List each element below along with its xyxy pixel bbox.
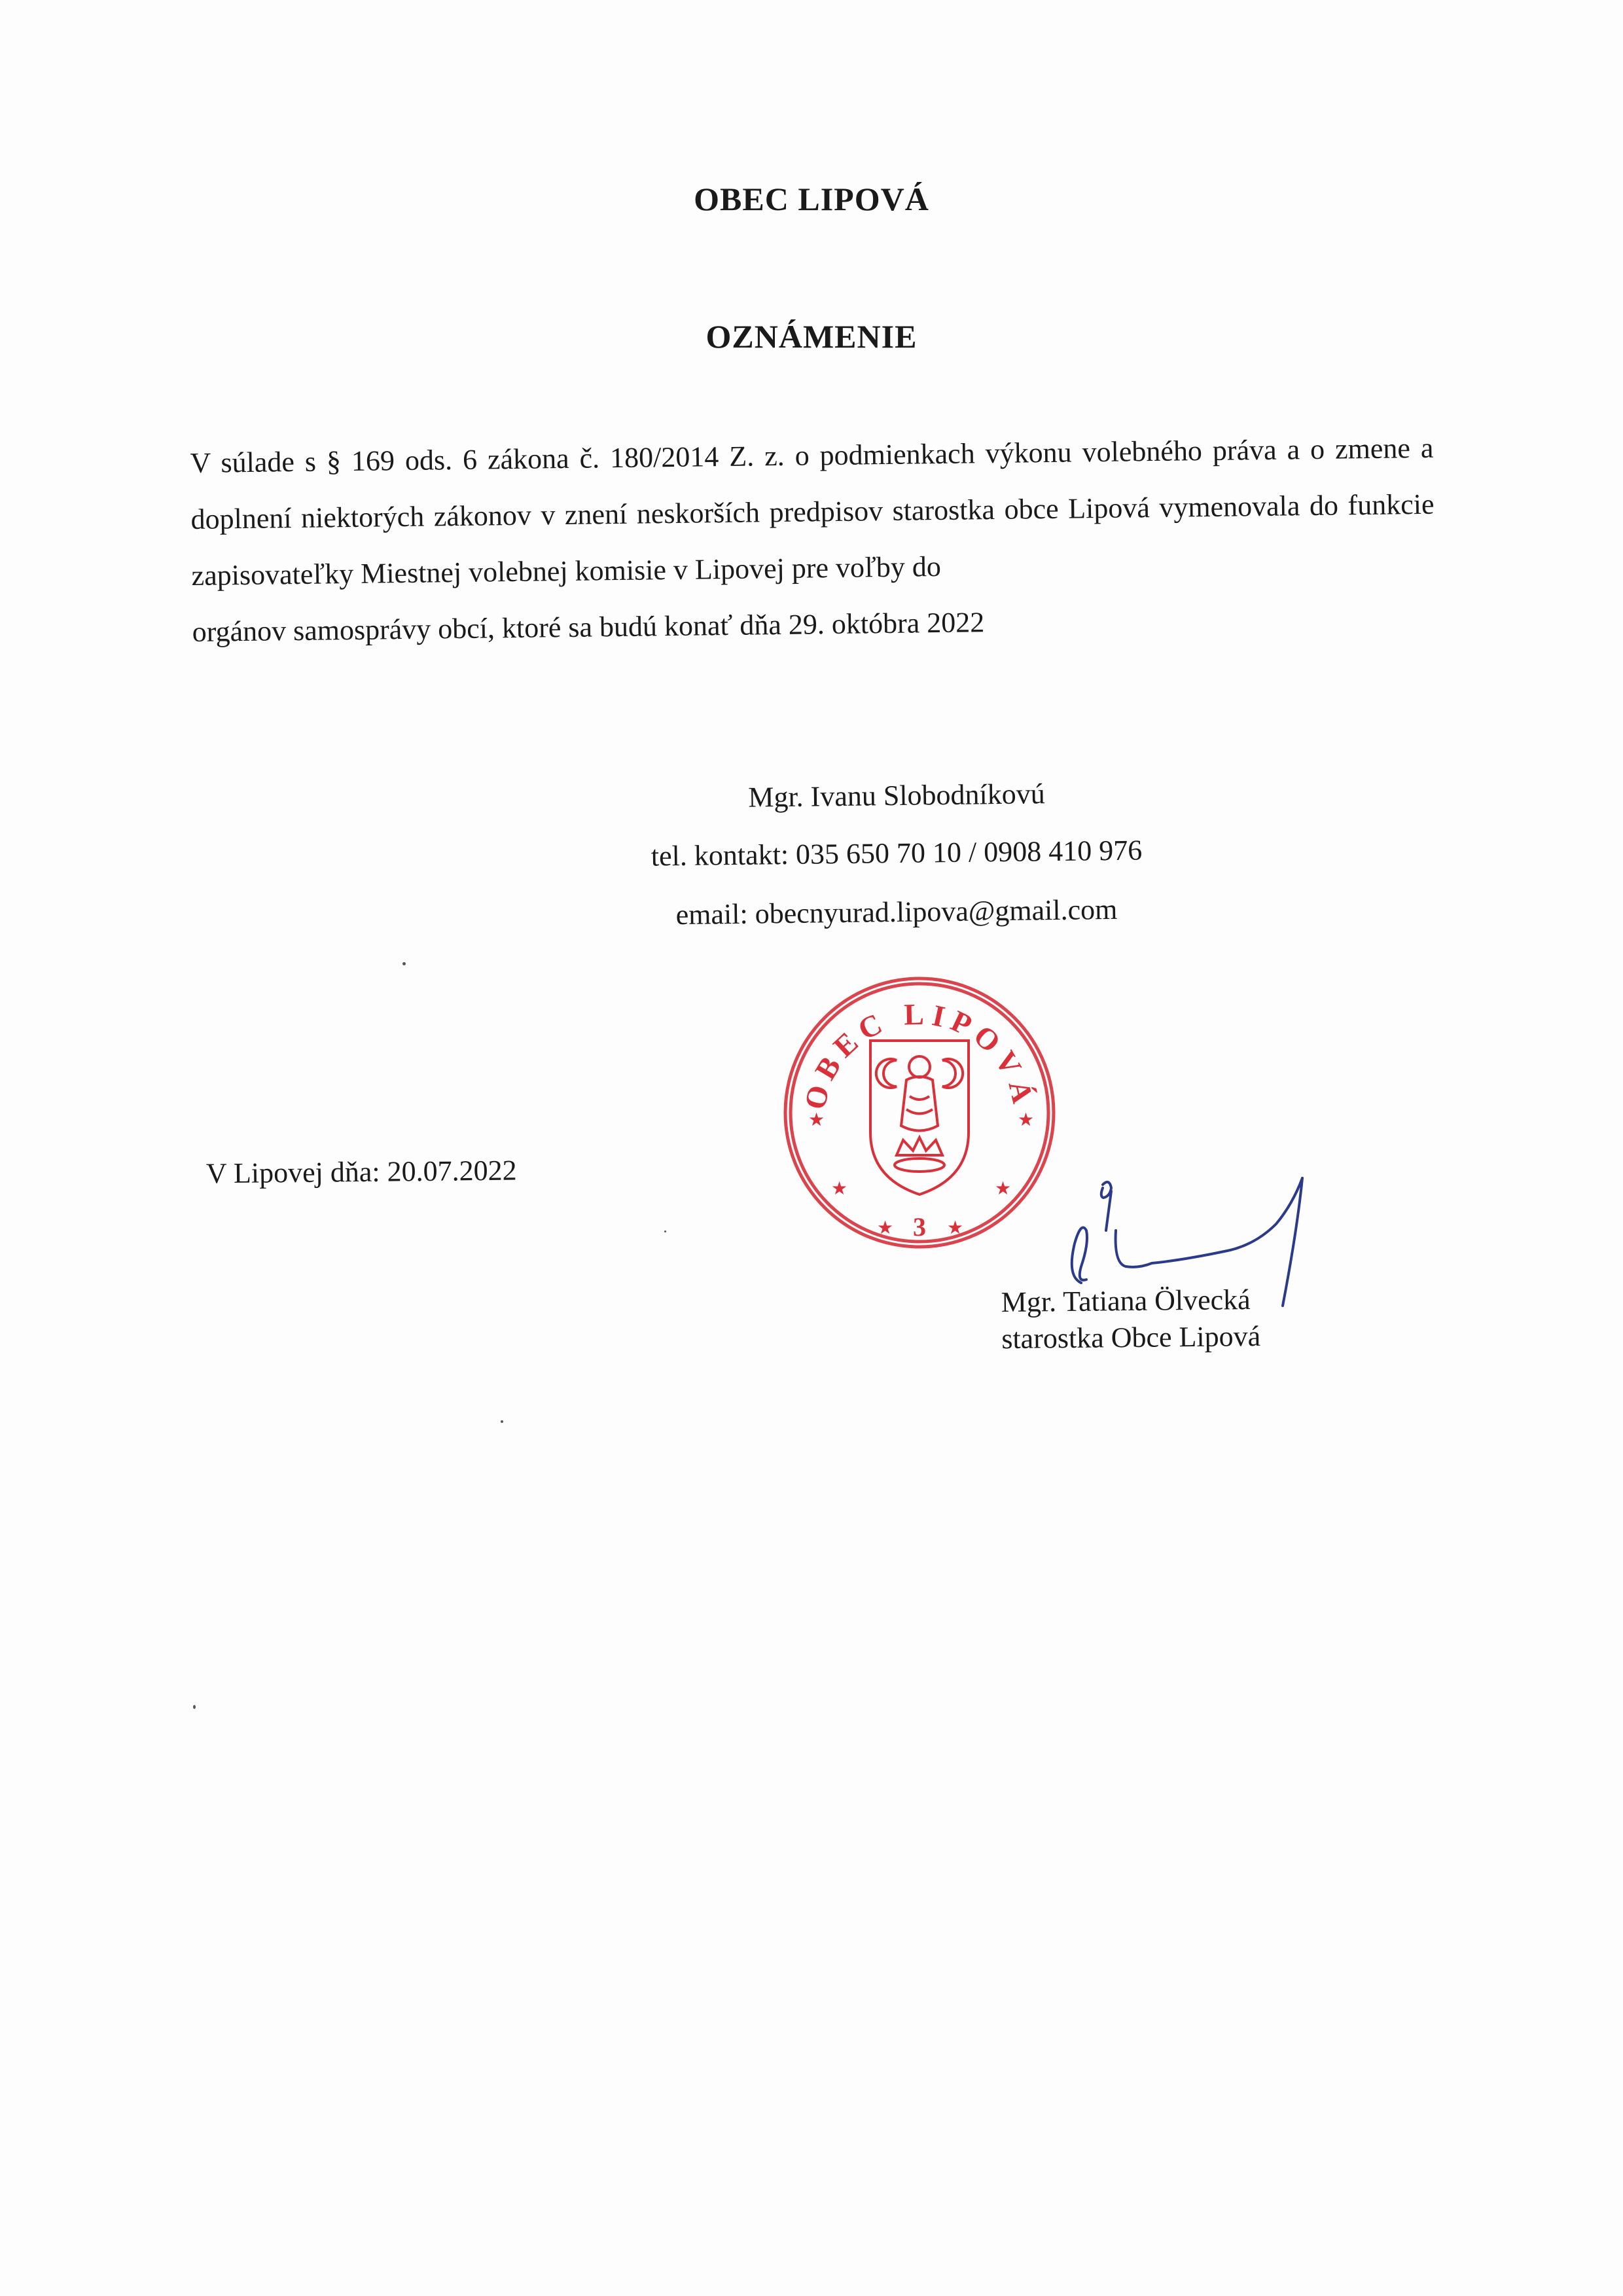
signer-role: starostka Obce Lipová xyxy=(1001,1319,1261,1355)
stamp-text: OBEC LIPOVÁ xyxy=(797,997,1041,1113)
document-title: OZNÁMENIE xyxy=(705,318,918,355)
svg-text:★: ★ xyxy=(947,1217,964,1238)
svg-text:★: ★ xyxy=(1018,1109,1035,1130)
svg-text:★: ★ xyxy=(995,1177,1012,1199)
scan-speck xyxy=(402,962,406,965)
municipal-stamp xyxy=(776,969,1063,1257)
signer-name: Mgr. Tatiana Ölvecká xyxy=(1001,1283,1251,1319)
appointee-email: email: obecnyurad.lipova@gmail.com xyxy=(675,893,1118,931)
paragraph-main: V súlade s § 169 ods. 6 zákona č. 180/2014 Z. z. o podmienkach výkonu volebného práva a o zmene a doplnení niektorých zákonov v znení neskorších predpisov starostka obce Lipová vymenovala do funkcie zapisovateľky Miestnej volebnej komisie v Lipovej pre voľby do xyxy=(190,431,1435,592)
scan-speck xyxy=(664,1230,666,1232)
announcement-paragraph xyxy=(190,420,1436,660)
stamp-number: 3 xyxy=(913,1212,926,1242)
paragraph-last-line: orgánov samosprávy obcí, ktoré sa budú konať dňa 29. októbra 2022 xyxy=(192,606,985,648)
signer-block xyxy=(1001,1282,1260,1357)
svg-text:★: ★ xyxy=(808,1109,825,1130)
municipality-heading: OBEC LIPOVÁ xyxy=(694,181,929,217)
scan-speck xyxy=(501,1420,503,1423)
scan-speck xyxy=(193,1705,196,1709)
place-and-date: V Lipovej dňa: 20.07.2022 xyxy=(205,1154,517,1190)
svg-text:★: ★ xyxy=(831,1177,848,1199)
appointee-phone: tel. kontakt: 035 650 70 10 / 0908 410 976 xyxy=(651,834,1143,872)
svg-text:★: ★ xyxy=(877,1217,894,1238)
appointee-name: Mgr. Ivanu Slobodníkovú xyxy=(747,778,1046,814)
